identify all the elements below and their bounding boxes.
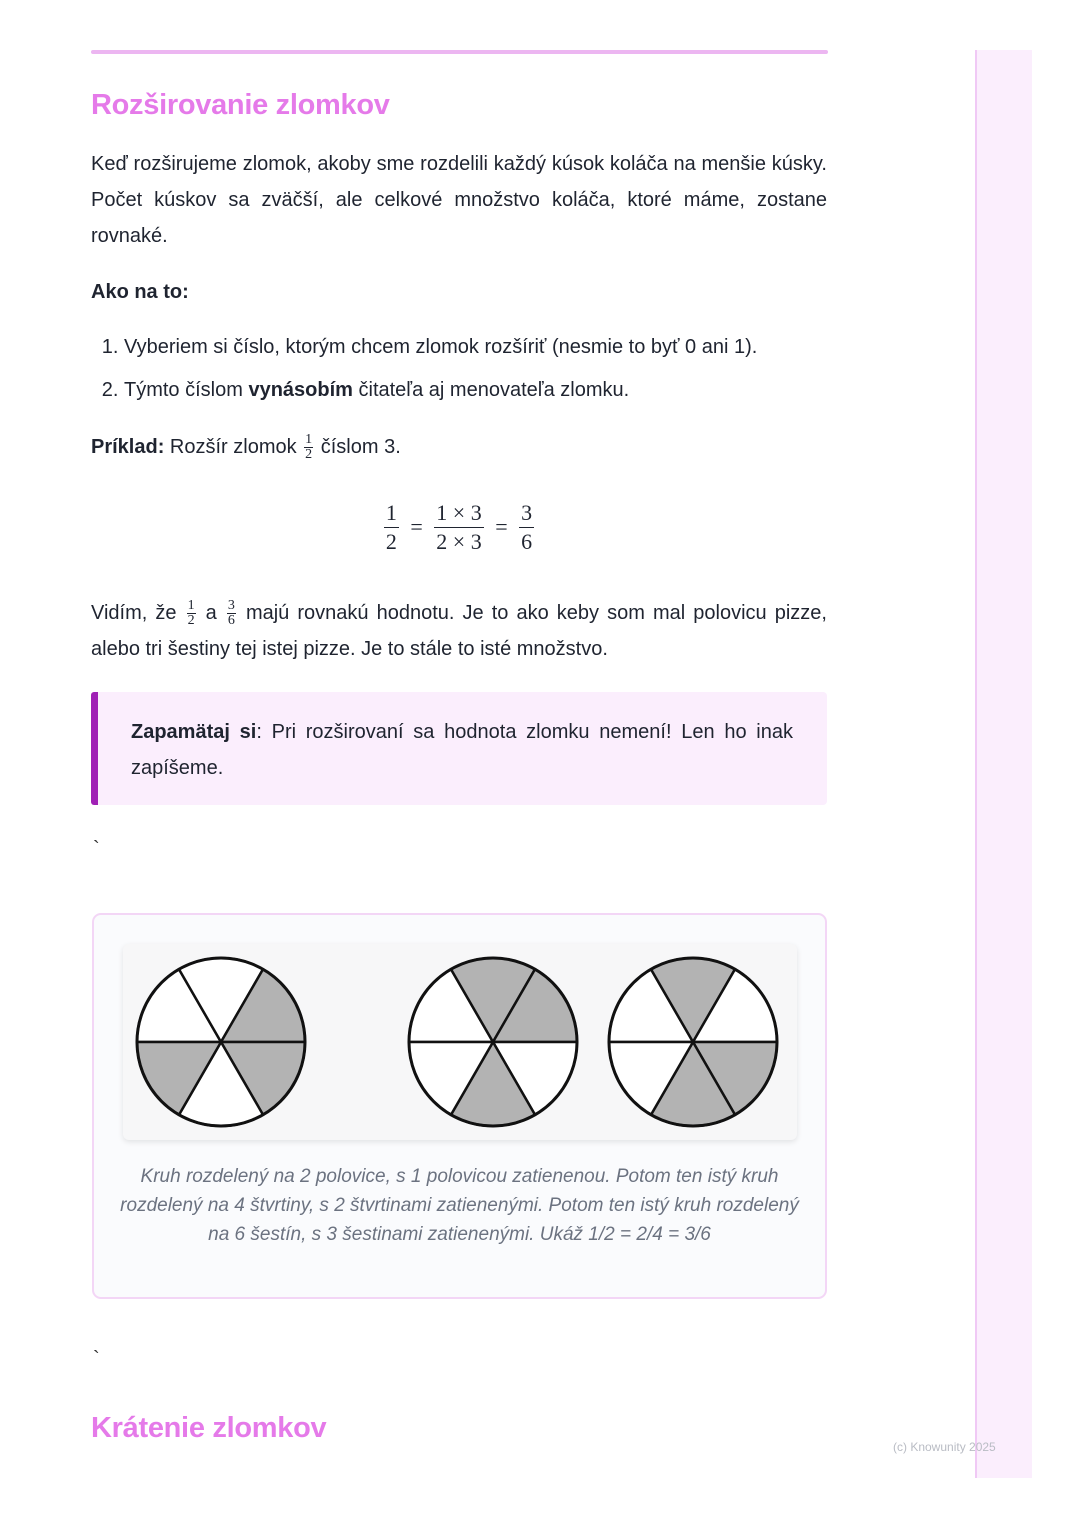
fraction-denominator: 2 × 3 <box>436 529 482 554</box>
steps-list <box>91 326 757 412</box>
section-title: Rozširovanie zlomkov <box>91 89 390 121</box>
step-text: Vyberiem si číslo, ktorým chcem zlomok rozšíriť (nesmie to byť 0 ani 1). <box>124 336 758 358</box>
equation-fraction-2 <box>434 500 483 553</box>
callout-bold: Zapamätaj si <box>131 721 257 743</box>
example-line <box>91 429 827 465</box>
fraction-denominator: 2 <box>305 447 313 463</box>
fraction-denominator: 6 <box>521 529 533 554</box>
remember-callout <box>91 692 827 805</box>
example-pre: Rozšír zlomok <box>164 436 303 458</box>
step-text-pre: Týmto číslom <box>124 379 249 401</box>
fraction-numerator: 1 <box>384 500 399 528</box>
fraction-numerator: 1 <box>187 598 195 614</box>
fraction-denominator: 2 <box>385 529 397 554</box>
observation-post: majú rovnakú hodnotu. Je to ako keby som mal polovicu pizze, alebo tri šestiny tej istej pizze. Je to stále to isté množstvo. <box>91 602 827 660</box>
section-title: Krátenie zlomkov <box>91 1412 327 1444</box>
observation-mid: a <box>197 602 225 624</box>
top-divider <box>91 50 828 54</box>
example-fraction <box>304 433 313 462</box>
step-item <box>124 369 757 412</box>
step-text-post: čitateľa aj menovateľa zlomku. <box>352 379 630 401</box>
stray-backtick: ` <box>93 838 100 860</box>
equation-fraction-1 <box>384 500 399 553</box>
equals-sign: = <box>495 513 508 539</box>
observation-fraction-a <box>187 599 196 628</box>
fraction-circle <box>409 958 577 1126</box>
fraction-denominator: 2 <box>187 613 195 629</box>
fraction-numerator: 3 <box>519 500 534 528</box>
observation-fraction-b <box>227 599 236 628</box>
intro-paragraph: Keď rozširujeme zlomok, akoby sme rozdelili každý kúsok koláča na menšie kúsky. Počet kúskov sa zväčší, ale celkové množstvo koláča, ktoré máme, zostane rovnaké. <box>91 153 827 247</box>
observation-paragraph <box>91 595 827 667</box>
figure-container <box>92 913 827 1299</box>
figure-caption: Kruh rozdelený na 2 polovice, s 1 polovicou zatienenou. Potom ten istý kruh rozdelený na 4 štvrtiny, s 2 štvrtinami zatienenými. Potom ten istý kruh rozdelený na 6 šestín, s 3 šestinami zatienenými. Ukáž 1/2 = 2/4 = 3/6 <box>120 1166 799 1245</box>
step-text-bold: vynásobím <box>248 379 353 401</box>
step-item <box>124 326 757 369</box>
howto-label: Ako na to: <box>91 281 189 303</box>
callout-body: : Pri rozširovaní sa hodnota zlomku nemení! Len ho inak zapíšeme. <box>131 721 793 779</box>
fraction-numerator: 1 × 3 <box>434 500 483 528</box>
stray-backtick: ` <box>93 1348 100 1370</box>
callout-text <box>131 714 793 786</box>
equation-fraction-3 <box>519 500 534 553</box>
expansion-equation <box>91 500 827 553</box>
example-label: Príklad: <box>91 436 165 458</box>
callout-accent-bar <box>91 692 98 805</box>
fraction-circle <box>137 958 305 1126</box>
fraction-numerator: 3 <box>227 598 235 614</box>
side-margin-panel <box>977 50 1032 1478</box>
observation-pre: Vidím, že <box>91 602 185 624</box>
figure-image <box>123 944 797 1140</box>
example-post: číslom 3. <box>315 436 401 458</box>
fraction-circles-illustration <box>123 944 797 1140</box>
copyright-footer: (c) Knowunity 2025 <box>893 1440 996 1454</box>
fraction-circle <box>609 958 777 1126</box>
fraction-denominator: 6 <box>227 613 235 629</box>
fraction-numerator: 1 <box>305 432 313 448</box>
equals-sign: = <box>410 513 423 539</box>
